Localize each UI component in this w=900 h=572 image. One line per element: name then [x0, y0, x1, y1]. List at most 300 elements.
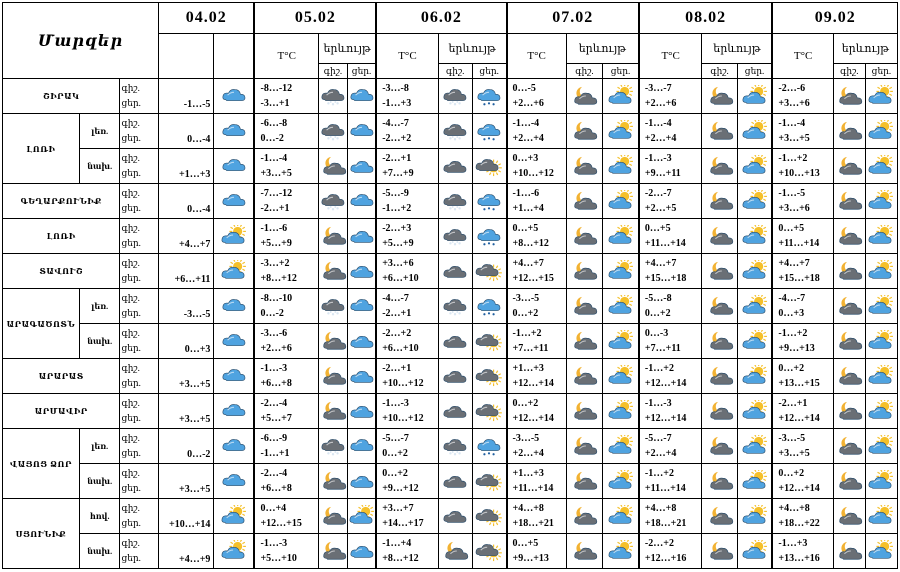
temperature-04-02: 0…-4	[158, 184, 214, 219]
sun-behind-cloud-icon	[865, 289, 897, 324]
night-temperature: +3…+7	[382, 503, 414, 514]
region-name: ՏԱՎՈՒՇ	[3, 254, 120, 289]
moon-cloud-icon	[835, 120, 863, 142]
moon-cloud-icon	[833, 499, 865, 534]
blue-cloud-snow-icon	[214, 429, 255, 464]
temperature-range	[772, 429, 833, 464]
sun-behind-cloud-icon	[603, 289, 639, 324]
sun-behind-cloud-icon	[607, 190, 635, 212]
temperature-range	[639, 394, 702, 429]
day-temperature: +12…+14	[778, 413, 820, 424]
dark-cloud-sun-icon	[472, 394, 506, 429]
night-temperature: -3…-5	[778, 433, 806, 444]
day-temperature: 0…-2	[260, 308, 284, 319]
night-temperature: -8…-10	[260, 293, 293, 304]
moon-cloud-icon	[706, 365, 734, 387]
night-temperature: +4…+8	[512, 503, 544, 514]
night-temperature: -1…-3	[644, 398, 672, 409]
sun-behind-cloud-icon	[607, 435, 635, 457]
temperature-range	[772, 184, 833, 219]
day-label: ցեր.	[121, 133, 141, 143]
moon-cloud-icon	[566, 289, 602, 324]
temperature-range	[772, 464, 833, 499]
blue-cloud-icon	[348, 155, 376, 177]
night-label: գիշ.	[121, 328, 140, 338]
moon-cloud-icon	[706, 470, 734, 492]
dark-cloud-snow-icon	[441, 435, 469, 457]
moon-cloud-icon	[835, 435, 863, 457]
moon-cloud-icon	[835, 330, 863, 352]
day-temperature: 0…+2	[512, 308, 539, 319]
sun-behind-cloud-icon	[607, 505, 635, 527]
moon-cloud-icon	[833, 534, 865, 569]
night-temperature: -3…-8	[382, 83, 409, 94]
sun-behind-cloud-icon	[737, 429, 772, 464]
night-temperature: 0…-3	[644, 328, 669, 339]
temperature-range	[376, 499, 438, 534]
temperature-range	[639, 324, 702, 359]
moon-cloud-icon	[566, 534, 602, 569]
dark-cloud-icon	[438, 359, 472, 394]
moon-cloud-icon	[319, 155, 347, 177]
sun-behind-cloud-icon	[867, 540, 895, 562]
night-temperature: +4…+7	[644, 258, 677, 269]
day-temperature: +7…+9	[382, 168, 414, 179]
day-temperature: +11…+14	[644, 483, 686, 494]
sun-behind-cloud-icon	[607, 120, 635, 142]
temperature-range	[772, 219, 833, 254]
temperature-range	[639, 429, 702, 464]
day-header: ցեր.	[603, 64, 639, 79]
temperature-04-02: +3…+5	[158, 359, 214, 394]
day-temperature: +12…+15	[260, 518, 302, 529]
moon-cloud-icon	[702, 254, 737, 289]
night-temperature: -2…+2	[382, 328, 412, 339]
night-temperature: -3…+2	[260, 258, 290, 269]
dark-cloud-icon	[438, 254, 472, 289]
blue-cloud-icon	[347, 219, 376, 254]
sun-behind-cloud-icon	[741, 120, 769, 142]
sun-behind-cloud-icon	[867, 400, 895, 422]
region-row	[3, 534, 898, 569]
dark-cloud-snow-icon	[438, 79, 472, 114]
moon-cloud-icon	[319, 225, 347, 247]
sun-behind-cloud-icon	[603, 429, 639, 464]
temperature-range	[254, 394, 318, 429]
moon-cloud-icon	[702, 114, 737, 149]
day-label: ցեր.	[121, 483, 141, 493]
sun-behind-cloud-icon	[867, 190, 895, 212]
moon-cloud-icon	[566, 429, 602, 464]
moon-cloud-icon	[570, 540, 598, 562]
sun-behind-cloud-icon	[865, 114, 897, 149]
day-temperature: -2…+1	[260, 203, 290, 214]
sun-behind-cloud-icon	[865, 394, 897, 429]
dark-cloud-snow-icon	[438, 184, 472, 219]
temperature-range	[772, 254, 833, 289]
moon-cloud-icon	[702, 289, 737, 324]
temperature-range	[772, 499, 833, 534]
day-temperature: +9…+13	[512, 553, 549, 564]
sun-behind-cloud-icon	[220, 540, 248, 562]
moon-cloud-icon	[319, 464, 348, 499]
dark-cloud-snow-icon	[441, 85, 469, 107]
region-name: ԼՈՌԻ	[3, 114, 80, 184]
night-temperature: +4…+8	[778, 503, 810, 514]
sun-behind-cloud-icon	[867, 295, 895, 317]
region-name: ՍՅՈՒՆԻՔ	[3, 499, 80, 569]
sun-behind-cloud-icon	[603, 464, 639, 499]
moon-cloud-icon	[702, 79, 737, 114]
region-row	[3, 114, 898, 149]
night-temperature: -1…-3	[382, 398, 409, 409]
sun-behind-cloud-icon	[865, 324, 897, 359]
dark-cloud-sun-icon	[475, 400, 503, 422]
moon-cloud-icon	[319, 219, 348, 254]
sun-behind-cloud-icon	[737, 79, 772, 114]
temperature-range	[376, 289, 438, 324]
night-temperature: -2…+1	[382, 363, 412, 374]
moon-cloud-icon	[706, 85, 734, 107]
dark-cloud-sun-icon	[472, 534, 506, 569]
dark-cloud-icon	[438, 464, 472, 499]
sun-behind-cloud-icon	[737, 464, 772, 499]
altitude-zone: հով.	[79, 499, 120, 534]
temperature-header: T°C	[254, 34, 318, 79]
blue-cloud-snow-icon	[220, 295, 248, 317]
blue-cloud-snowflakes-icon	[475, 85, 503, 107]
moon-cloud-icon	[833, 254, 865, 289]
night-temperature: 0…+4	[260, 503, 287, 514]
day-temperature: +3…+5	[778, 133, 810, 144]
dark-cloud-snow-icon	[438, 289, 472, 324]
day-header: ցեր.	[737, 64, 772, 79]
moon-cloud-icon	[702, 324, 737, 359]
night-header: գիշ.	[319, 64, 348, 79]
region-row	[3, 254, 898, 289]
moon-cloud-icon	[319, 330, 347, 352]
dark-cloud-snow-icon	[319, 120, 347, 142]
region-row	[3, 394, 898, 429]
night-label: գիշ.	[121, 503, 140, 513]
sun-behind-cloud-icon	[741, 470, 769, 492]
temperature-range	[639, 219, 702, 254]
temperature-range	[507, 534, 567, 569]
altitude-zone: լեռ.	[79, 114, 120, 149]
night-header: գիշ.	[702, 64, 737, 79]
temperature-range	[376, 114, 438, 149]
blue-cloud-snowflakes-icon	[472, 289, 506, 324]
temperature-range	[772, 79, 833, 114]
dark-cloud-icon	[441, 505, 469, 527]
dark-cloud-icon	[441, 365, 469, 387]
sun-behind-cloud-icon	[214, 254, 255, 289]
moon-cloud-icon	[319, 149, 348, 184]
temperature-range	[254, 324, 318, 359]
day-label: ցեր.	[121, 273, 141, 283]
altitude-zone: նախ.	[79, 464, 120, 499]
night-temperature: -4…-7	[778, 293, 806, 304]
night-day-labels	[120, 499, 158, 534]
sun-behind-cloud-icon	[867, 120, 895, 142]
sun-behind-cloud-icon	[741, 540, 769, 562]
night-day-labels	[120, 289, 158, 324]
sun-behind-cloud-icon	[741, 155, 769, 177]
temperature-range	[639, 184, 702, 219]
moon-cloud-icon	[566, 219, 602, 254]
blue-cloud-snowflakes-icon	[475, 120, 503, 142]
moon-cloud-icon	[706, 435, 734, 457]
temperature-header: T°C	[772, 34, 833, 79]
night-temperature: -2…-7	[644, 188, 672, 199]
temperature-range	[254, 149, 318, 184]
sun-behind-cloud-icon	[867, 435, 895, 457]
day-temperature: +13…+15	[778, 378, 820, 389]
temperature-range	[376, 394, 438, 429]
moon-cloud-icon	[570, 260, 598, 282]
night-temperature: 0…+3	[512, 153, 539, 164]
day-temperature: +5…+10	[260, 553, 297, 564]
moon-cloud-icon	[570, 330, 598, 352]
blue-cloud-snow-icon	[214, 114, 255, 149]
dark-cloud-snow-icon	[438, 219, 472, 254]
blue-cloud-snowflakes-icon	[472, 114, 506, 149]
moon-cloud-icon	[706, 225, 734, 247]
blank-cell	[158, 34, 214, 79]
sun-behind-cloud-icon	[603, 79, 639, 114]
sun-behind-cloud-icon	[737, 289, 772, 324]
temperature-range	[639, 149, 702, 184]
sun-behind-cloud-icon	[867, 470, 895, 492]
night-label: գիշ.	[121, 118, 140, 128]
night-day-labels	[120, 114, 158, 149]
region-name: ԱՐԱԳԱԾՈՏՆ	[3, 289, 80, 359]
region-row	[3, 219, 898, 254]
dark-cloud-snow-icon	[441, 225, 469, 247]
temperature-range	[772, 394, 833, 429]
moon-cloud-icon	[702, 149, 737, 184]
date-header: 07.02	[507, 3, 639, 34]
blue-cloud-snow-icon	[214, 359, 255, 394]
moon-cloud-icon	[566, 499, 602, 534]
day-temperature: +9…+13	[778, 343, 815, 354]
temperature-range	[507, 79, 567, 114]
moon-cloud-icon	[570, 470, 598, 492]
night-temperature: -1…-5	[778, 188, 806, 199]
night-temperature: -1…-4	[778, 118, 806, 129]
dark-cloud-icon	[438, 149, 472, 184]
night-temperature: -1…+2	[778, 328, 808, 339]
blue-cloud-icon	[347, 149, 376, 184]
dark-cloud-snow-icon	[319, 114, 348, 149]
sun-behind-cloud-icon	[741, 505, 769, 527]
dark-cloud-sun-icon	[472, 254, 506, 289]
moon-cloud-icon	[566, 149, 602, 184]
night-temperature: -6…-8	[260, 118, 288, 129]
sun-behind-cloud-icon	[737, 359, 772, 394]
moon-cloud-icon	[835, 260, 863, 282]
temperature-04-02: +4…+9	[158, 534, 214, 569]
moon-cloud-icon	[833, 149, 865, 184]
night-label: գիշ.	[121, 83, 140, 93]
night-header: գիշ.	[438, 64, 472, 79]
temperature-range	[376, 149, 438, 184]
temperature-range	[507, 184, 567, 219]
day-temperature: +12…+16	[644, 553, 687, 564]
dark-cloud-icon	[441, 330, 469, 352]
blue-cloud-snow-icon	[214, 149, 255, 184]
night-temperature: +1…+3	[512, 468, 544, 479]
moon-cloud-icon	[835, 400, 863, 422]
sun-behind-cloud-icon	[741, 365, 769, 387]
moon-cloud-icon	[441, 540, 469, 562]
night-temperature: -3…-5	[512, 293, 540, 304]
day-temperature: +14…+17	[382, 518, 424, 529]
date-header-row	[3, 3, 898, 34]
temperature-range	[254, 184, 318, 219]
day-label: ցեր.	[121, 308, 141, 318]
moon-cloud-icon	[570, 155, 598, 177]
moon-cloud-icon	[833, 114, 865, 149]
blue-cloud-icon	[347, 464, 376, 499]
temperature-range	[639, 114, 702, 149]
night-temperature: -8…-12	[260, 83, 293, 94]
blue-cloud-snow-icon	[214, 184, 255, 219]
region-row	[3, 289, 898, 324]
sun-behind-cloud-icon	[737, 254, 772, 289]
blue-cloud-icon	[348, 365, 376, 387]
day-temperature: +3…+6	[778, 203, 810, 214]
blue-cloud-snow-icon	[214, 289, 255, 324]
temperature-range	[254, 499, 318, 534]
day-label: ցեր.	[121, 413, 141, 423]
night-day-labels	[120, 219, 158, 254]
dark-cloud-icon	[438, 499, 472, 534]
day-temperature: 0…+3	[778, 308, 805, 319]
blue-cloud-icon	[348, 470, 376, 492]
day-temperature: +3…+6	[778, 98, 810, 109]
night-label: գիշ.	[121, 188, 140, 198]
night-temperature: -2…+1	[382, 153, 412, 164]
night-temperature: -2…+1	[778, 398, 808, 409]
night-temperature: -1…-6	[512, 188, 540, 199]
moon-cloud-icon	[835, 155, 863, 177]
blue-cloud-snow-icon	[220, 85, 248, 107]
temperature-range	[772, 359, 833, 394]
altitude-zone: նախ.	[79, 324, 120, 359]
day-temperature: +8…+12	[260, 273, 297, 284]
night-day-labels	[120, 429, 158, 464]
day-temperature: +12…+14	[644, 378, 687, 389]
day-label: ցեր.	[121, 98, 141, 108]
temperature-range	[772, 534, 833, 569]
sun-behind-cloud-icon	[737, 219, 772, 254]
temperature-04-02: +6…+11	[158, 254, 214, 289]
night-temperature: 0…+5	[778, 223, 805, 234]
sun-behind-cloud-icon	[741, 330, 769, 352]
sun-behind-cloud-icon	[607, 85, 635, 107]
region-row	[3, 324, 898, 359]
night-temperature: 0…+2	[382, 468, 408, 479]
night-temperature: -6…-9	[260, 433, 288, 444]
temperature-range	[376, 254, 438, 289]
night-header: գիշ.	[833, 64, 865, 79]
sun-behind-cloud-icon	[603, 499, 639, 534]
night-temperature: -1…+2	[644, 363, 674, 374]
moon-cloud-icon	[570, 505, 598, 527]
day-temperature: +3…+5	[260, 168, 292, 179]
date-header: 08.02	[639, 3, 772, 34]
sun-behind-cloud-icon	[607, 330, 635, 352]
blue-cloud-snow-icon	[348, 295, 376, 317]
temperature-range	[376, 429, 438, 464]
moon-cloud-icon	[706, 540, 734, 562]
sun-behind-cloud-icon	[737, 184, 772, 219]
day-temperature: +2…+4	[644, 133, 677, 144]
day-temperature: +13…+16	[778, 553, 820, 564]
day-temperature: +11…+14	[778, 238, 820, 249]
night-temperature: -2…-4	[260, 468, 288, 479]
blue-cloud-snowflakes-icon	[472, 219, 506, 254]
night-temperature: -1…-3	[644, 153, 672, 164]
temperature-range	[639, 534, 702, 569]
moon-cloud-icon	[566, 324, 602, 359]
temperature-04-02: +1…+3	[158, 149, 214, 184]
blue-cloud-snow-icon	[214, 324, 255, 359]
dark-cloud-sun-icon	[472, 359, 506, 394]
moon-cloud-icon	[706, 330, 734, 352]
night-day-labels	[120, 184, 158, 219]
night-label: գիշ.	[121, 433, 140, 443]
night-temperature: +1…+3	[512, 363, 544, 374]
moon-cloud-icon	[319, 470, 347, 492]
sun-behind-cloud-icon	[867, 505, 895, 527]
night-temperature: -1…-4	[644, 118, 672, 129]
dark-cloud-snow-icon	[438, 429, 472, 464]
day-temperature: +6…+10	[382, 343, 419, 354]
moon-cloud-icon	[702, 219, 737, 254]
moon-cloud-icon	[833, 359, 865, 394]
sun-behind-cloud-icon	[220, 505, 248, 527]
sun-behind-cloud-icon	[607, 540, 635, 562]
region-row	[3, 464, 898, 499]
day-temperature: 0…+2	[382, 448, 408, 459]
day-temperature: -1…+2	[382, 203, 412, 214]
moon-cloud-icon	[319, 359, 348, 394]
moon-cloud-icon	[833, 324, 865, 359]
moon-cloud-icon	[570, 85, 598, 107]
night-temperature: -1…-4	[260, 153, 288, 164]
blue-cloud-snow-icon	[220, 435, 248, 457]
sun-behind-cloud-icon	[607, 225, 635, 247]
night-day-labels	[120, 149, 158, 184]
day-temperature: +5…+9	[260, 238, 292, 249]
sun-behind-cloud-icon	[865, 359, 897, 394]
dark-cloud-snow-icon	[441, 190, 469, 212]
blue-cloud-snow-icon	[214, 79, 255, 114]
day-temperature: +12…+14	[778, 483, 820, 494]
moon-cloud-icon	[566, 254, 602, 289]
blue-cloud-snow-icon	[214, 464, 255, 499]
day-temperature: +10…+13	[778, 168, 820, 179]
night-temperature: 0…+2	[778, 468, 805, 479]
sun-behind-cloud-icon	[607, 470, 635, 492]
night-label: գիշ.	[121, 363, 140, 373]
night-temperature: +3…+6	[382, 258, 414, 269]
night-temperature: -5…-8	[644, 293, 672, 304]
sun-behind-cloud-icon	[867, 85, 895, 107]
temperature-header: T°C	[639, 34, 702, 79]
